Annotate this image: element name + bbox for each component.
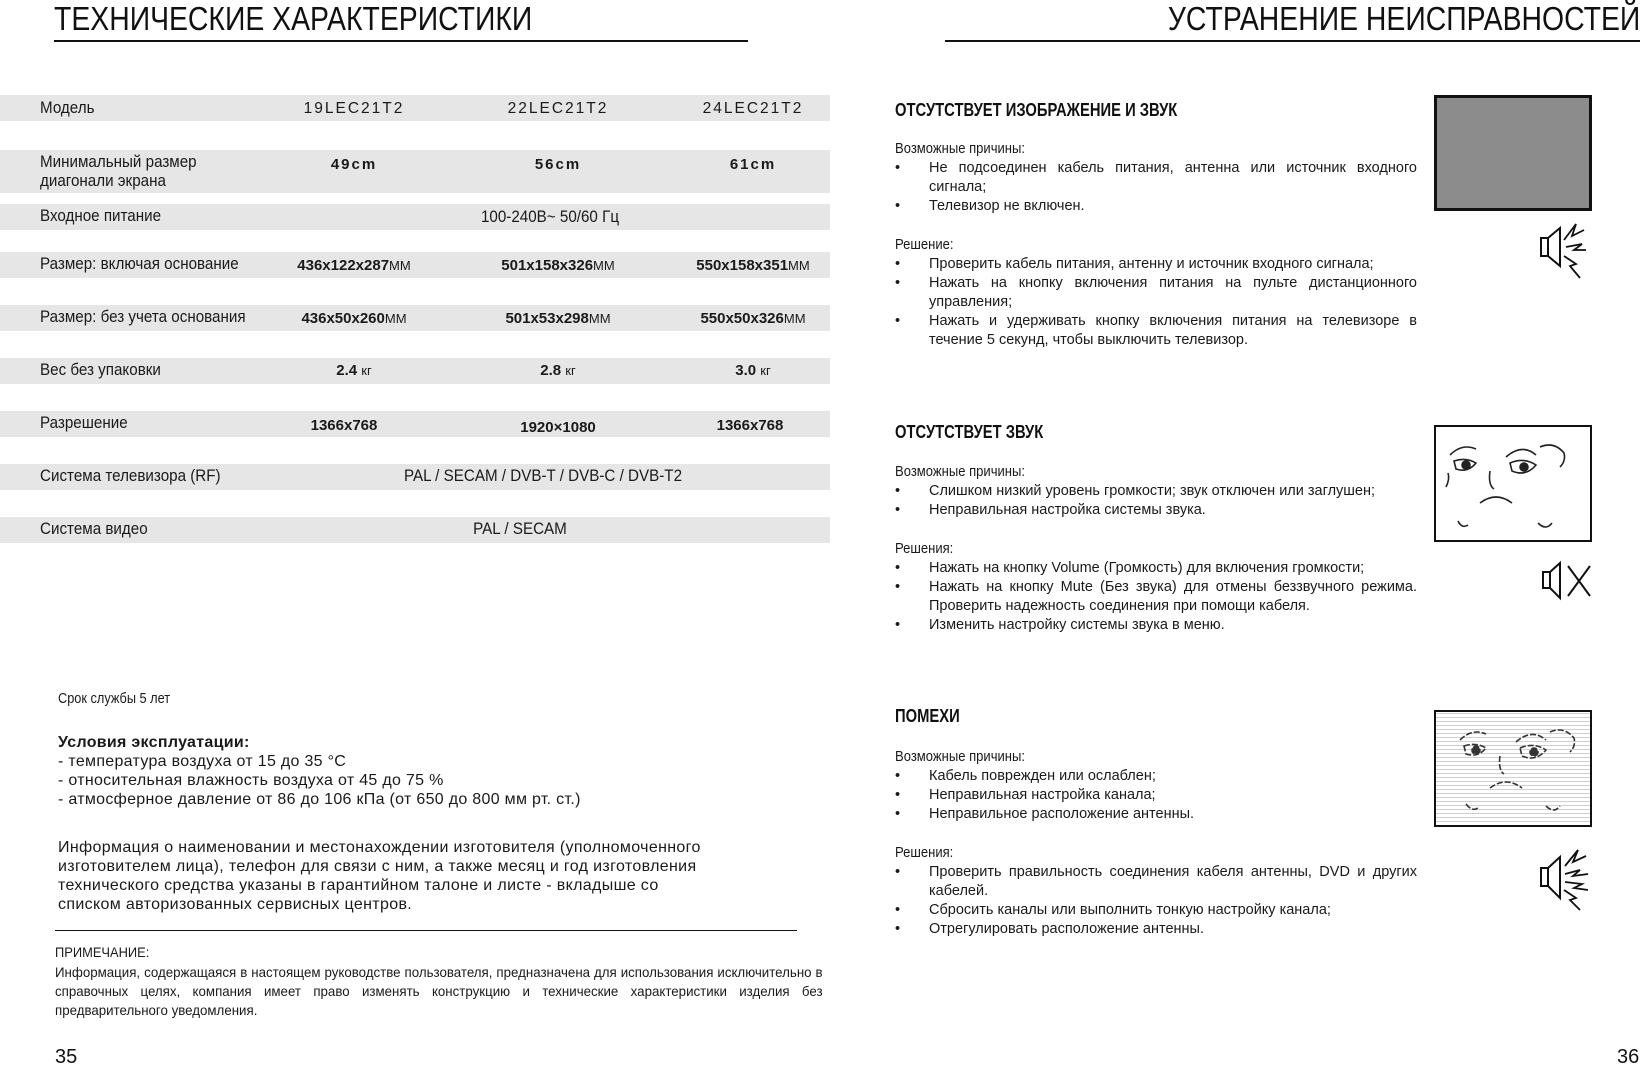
model-label: Модель: [40, 99, 95, 117]
solution-item: • Отрегулировать расположение антенны.: [895, 920, 1417, 939]
note-title: ПРИМЕЧАНИЕ:: [55, 944, 150, 960]
solution-item: • Изменить настройку системы звука в меню.: [895, 616, 1417, 635]
note-text: Информация, содержащаяся в настоящем руководстве пользователя, предназначена для использования исключительно в справочных целях, компания имеет право изменять конструкцию и технические характеристики изделия без предварительного уведомления.: [55, 964, 823, 1018]
manufacturer-info-line: технического средства указаны в гарантийном талоне и листе - вкладыше со: [58, 877, 659, 894]
size-base-3: 550x158x351ММ: [696, 257, 810, 274]
solutions-label: Решения:: [895, 541, 954, 557]
causes-label: Возможные причины:: [895, 141, 1026, 157]
model-2: 22LEC21T2: [507, 100, 609, 117]
diagonal-label-line1: Минимальный размер: [40, 153, 197, 171]
condition-temperature: - температура воздуха от 15 до 35 °С: [58, 753, 347, 770]
section-no-sound-title: ОТСУТСТВУЕТ ЗВУК: [895, 422, 1044, 442]
size-nobase-label: Размер: без учета основания: [40, 308, 246, 326]
solutions-label: Решение:: [895, 237, 954, 253]
speaker-mute-icon: [1540, 560, 1596, 602]
section-no-picture-sound-body: [895, 140, 1417, 350]
resolution-2: 1920×1080: [520, 419, 596, 436]
cause-item: • Кабель поврежден или ослаблен;: [895, 767, 1417, 786]
cause-item: • Неправильная настройка системы звука.: [895, 501, 1417, 520]
size-base-label: Размер: включая основание: [40, 255, 239, 273]
conditions-title: Условия эксплуатации:: [58, 734, 250, 751]
video-value: PAL / SECAM: [473, 520, 567, 538]
cause-item: • Не подсоединен кабель питания, антенна или источник входного сигнала;: [895, 159, 1417, 197]
solution-item: • Нажать на кнопку включения питания на пульте дистанционного управления;: [895, 274, 1417, 312]
solution-item: • Проверить кабель питания, антенну и источник входного сигнала;: [895, 255, 1417, 274]
solution-item: • Проверить правильность соединения кабеля антенны, DVD и других кабелей.: [895, 863, 1417, 901]
manufacturer-info-line: Информация о наименовании и местонахождении изготовителя (уполномоченного: [58, 839, 701, 856]
page-number-right: 36: [1617, 1046, 1640, 1068]
diagonal-3: 61cm: [729, 156, 777, 173]
diagonal-label-line2: диагонали экрана: [40, 172, 166, 190]
model-3: 24LEC21T2: [702, 100, 804, 117]
manufacturer-info-line: списком авторизованных сервисных центров.: [58, 896, 413, 913]
manufacturer-info-line: изготовителем лица), телефон для связи с ним, а также месяц и год изготовления: [58, 858, 697, 875]
causes-label: Возможные причины:: [895, 464, 1026, 480]
service-life: Срок службы 5 лет: [58, 690, 171, 707]
cause-item: • Неправильная настройка канала;: [895, 786, 1417, 805]
diagonal-2: 56cm: [534, 156, 582, 173]
cause-item: • Слишком низкий уровень громкости; звук отключен или заглушен;: [895, 482, 1417, 501]
weight-3: 3.0 кг: [735, 362, 771, 379]
tv-system-value: PAL / SECAM / DVB-T / DVB-C / DVB-T2: [403, 467, 683, 485]
condition-pressure: - атмосферное давление от 86 до 106 кПа (от 650 до 800 мм рт. ст.): [58, 791, 581, 808]
causes-label: Возможные причины:: [895, 749, 1026, 765]
gray-screen-image: [1434, 95, 1592, 211]
speaker-distorted-icon: [1538, 220, 1594, 284]
cause-item: • Телевизор не включен.: [895, 197, 1417, 216]
left-page-header: ТЕХНИЧЕСКИЕ ХАРАКТЕРИСТИКИ: [54, 0, 533, 37]
right-header-rule: [945, 40, 1640, 42]
tv-system-label: Система телевизора (RF): [40, 467, 221, 485]
resolution-1: 1366x768: [310, 417, 378, 434]
sad-face-image: [1434, 425, 1592, 542]
section-no-sound-body: [895, 463, 1417, 635]
manufacturer-info: [58, 838, 701, 914]
page-number-left: 35: [55, 1046, 78, 1068]
speaker-noise-icon: [1538, 848, 1594, 912]
right-page-header: УСТРАНЕНИЕ НЕИСПРАВНОСТЕЙ: [1167, 0, 1640, 37]
cause-item: • Неправильное расположение антенны.: [895, 805, 1417, 824]
solution-item: • Нажать на кнопку Volume (Громкость) для включения громкости;: [895, 559, 1417, 578]
diagonal-1: 49cm: [330, 156, 378, 173]
model-1: 19LEC21T2: [303, 100, 405, 117]
solutions-label: Решения:: [895, 845, 954, 861]
conditions-block: [58, 733, 581, 809]
condition-humidity: - относительная влажность воздуха от 45 до 75 %: [58, 772, 444, 789]
weight-1: 2.4 кг: [336, 362, 372, 379]
size-base-2: 501x158x326ММ: [501, 257, 615, 274]
power-value: 100-240В~ 50/60 Гц: [480, 208, 620, 226]
solution-item: • Нажать на кнопку Mute (Без звука) для отмены беззвучного режима. Проверить надежность соединения при помощи кабеля.: [895, 578, 1417, 616]
section-interference-title: ПОМЕХИ: [895, 706, 960, 726]
weight-2: 2.8 кг: [540, 362, 576, 379]
noisy-face-image: [1434, 710, 1592, 827]
size-nobase-1: 436x50x260ММ: [301, 310, 407, 327]
section-no-picture-sound-title: ОТСУТСТВУЕТ ИЗОБРАЖЕНИЕ И ЗВУК: [895, 100, 1178, 120]
note-divider: [55, 930, 797, 931]
left-header-rule: [54, 40, 748, 42]
section-interference-body: [895, 748, 1417, 939]
size-base-1: 436x122x287ММ: [297, 257, 411, 274]
size-nobase-2: 501x53x298ММ: [505, 310, 611, 327]
size-nobase-3: 550x50x326ММ: [700, 310, 806, 327]
power-label: Входное питание: [40, 207, 162, 225]
resolution-label: Разрешение: [40, 414, 128, 432]
solution-item: • Сбросить каналы или выполнить тонкую настройку канала;: [895, 901, 1417, 920]
solution-item: • Нажать и удерживать кнопку включения питания на телевизоре в течение 5 секунд, чтобы выключить телевизор.: [895, 312, 1417, 350]
video-label: Система видео: [40, 520, 148, 538]
resolution-3: 1366x768: [716, 417, 784, 434]
weight-label: Вес без упаковки: [40, 361, 161, 379]
